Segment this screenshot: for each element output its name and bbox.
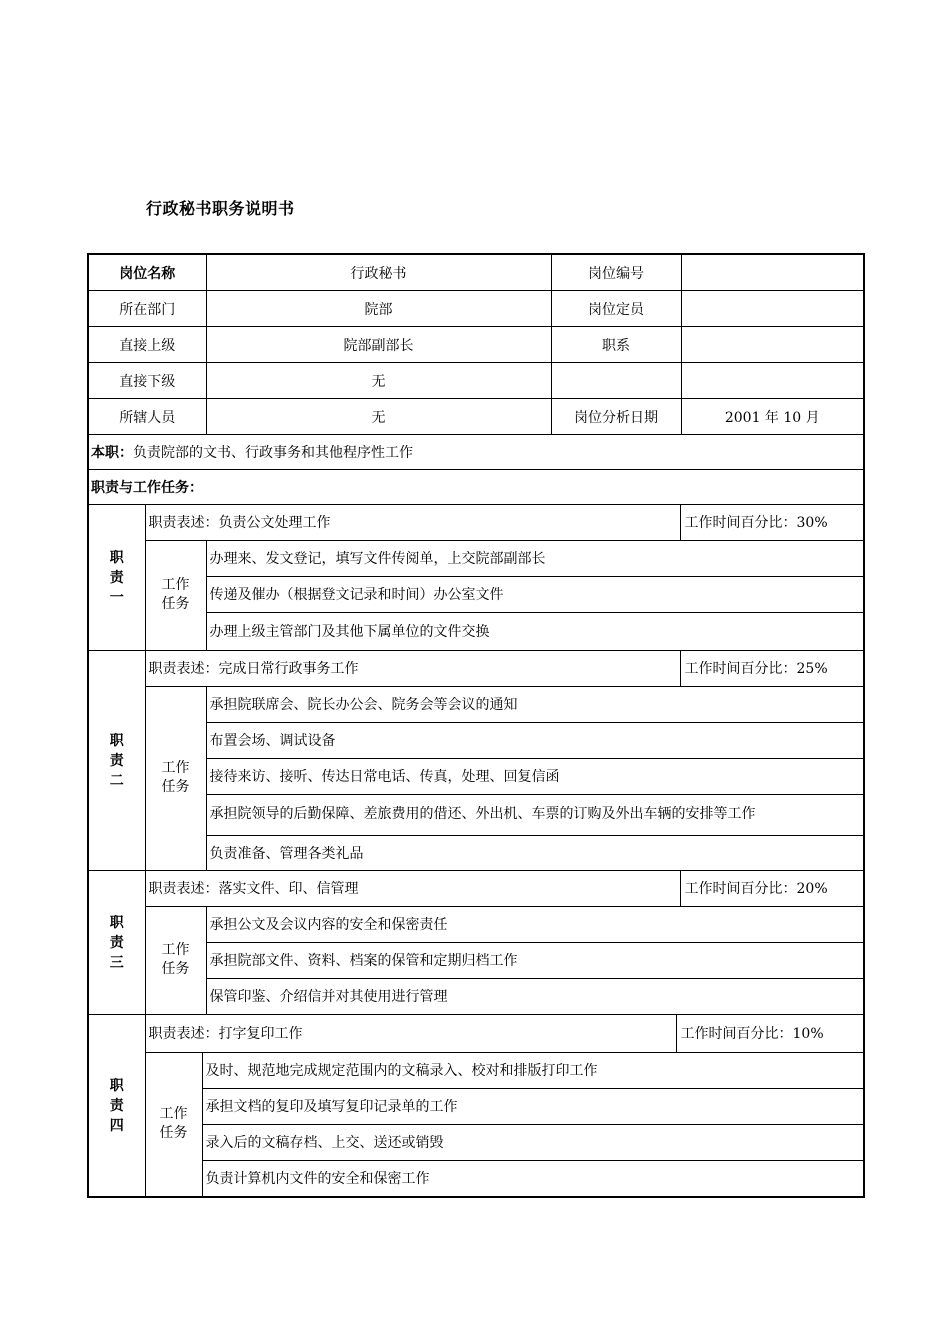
task-item: 接待来访、接听、传达日常电话、传真，处理、回复信函 [206,758,863,794]
label-supervisor: 直接上级 [88,327,206,363]
duty-block-1 [88,505,864,651]
task-label-3: 工作 任务 [145,906,206,1014]
label-job-family: 职系 [551,327,681,363]
core-duty-row [88,435,864,470]
duty-label-4: 职 责 四 [89,1015,145,1196]
task-item: 负责计算机内文件的安全和保密工作 [202,1160,863,1196]
task-item: 保管印鉴、介绍信并对其使用进行管理 [206,978,863,1014]
label-position-name: 岗位名称 [88,254,206,291]
value-subordinate: 无 [206,363,551,399]
task-item: 负责准备、管理各类礼品 [206,835,863,870]
label-department: 所在部门 [88,291,206,327]
duty-summary-4: 职责表述：打字复印工作 [145,1015,676,1052]
duty-percent-4: 工作时间百分比：10% [676,1015,863,1052]
task-label-2: 工作 任务 [145,686,206,870]
task-item: 承担院联席会、院长办公会、院务会等会议的通知 [206,686,863,722]
value-position-name: 行政秘书 [206,254,551,291]
value-staff: 无 [206,399,551,435]
empty-cell [551,363,681,399]
task-item: 办理上级主管部门及其他下属单位的文件交换 [206,612,863,650]
task-item: 布置会场、调试设备 [206,722,863,758]
duty-summary-2: 职责表述：完成日常行政事务工作 [145,651,680,686]
value-headcount [681,291,864,327]
empty-cell [681,363,864,399]
duty-summary-3: 职责表述：落实文件、印、信管理 [145,871,680,906]
duty-label-1: 职 责 一 [89,505,145,650]
duty-percent-2: 工作时间百分比：25% [680,651,863,686]
duty-block-3 [88,871,864,1015]
duty-percent-3: 工作时间百分比：20% [680,871,863,906]
duties-header: 职责与工作任务： [88,470,864,505]
duty-label-3: 职 责 三 [89,871,145,1014]
task-item: 承担院部文件、资料、档案的保管和定期归档工作 [206,942,863,978]
label-analysis-date: 岗位分析日期 [551,399,681,435]
task-label-4: 工作 任务 [145,1052,202,1196]
duty-block-4 [88,1015,864,1198]
duty-block-2 [88,651,864,871]
document-title: 行政秘书职务说明书 [146,199,295,218]
duty-percent-1: 工作时间百分比：30% [680,505,863,540]
value-position-code [681,254,864,291]
info-row-department [88,291,864,327]
task-item: 承担文档的复印及填写复印记录单的工作 [202,1088,863,1124]
task-label-1: 工作 任务 [145,540,206,650]
label-staff: 所辖人员 [88,399,206,435]
info-row-supervisor [88,327,864,363]
duty-summary-1: 职责表述：负责公文处理工作 [145,505,680,540]
label-subordinate: 直接下级 [88,363,206,399]
value-supervisor: 院部副部长 [206,327,551,363]
task-item: 传递及催办（根据登文记录和时间）办公室文件 [206,576,863,612]
value-job-family [681,327,864,363]
task-item: 承担公文及会议内容的安全和保密责任 [206,906,863,942]
info-row-subordinate [88,363,864,399]
value-department: 院部 [206,291,551,327]
info-row-position-name [88,254,864,291]
duties-header-row [88,470,864,505]
task-item: 承担院领导的后勤保障、差旅费用的借还、外出机、车票的订购及外出车辆的安排等工作 [206,794,863,835]
info-row-staff [88,399,864,435]
task-item: 办理来、发文登记，填写文件传阅单，上交院部副部长 [206,540,863,576]
task-item: 及时、规范地完成规定范围内的文稿录入、校对和排版打印工作 [202,1052,863,1088]
label-position-code: 岗位编号 [551,254,681,291]
duty-label-2: 职 责 二 [89,651,145,870]
job-description-table [87,253,865,1198]
value-analysis-date: 2001 年 10 月 [681,399,864,435]
core-duty-label: 本职： [91,445,133,461]
label-headcount: 岗位定员 [551,291,681,327]
core-duty-text: 负责院部的文书、行政事务和其他程序性工作 [133,445,413,461]
task-item: 录入后的文稿存档、上交、送还或销毁 [202,1124,863,1160]
